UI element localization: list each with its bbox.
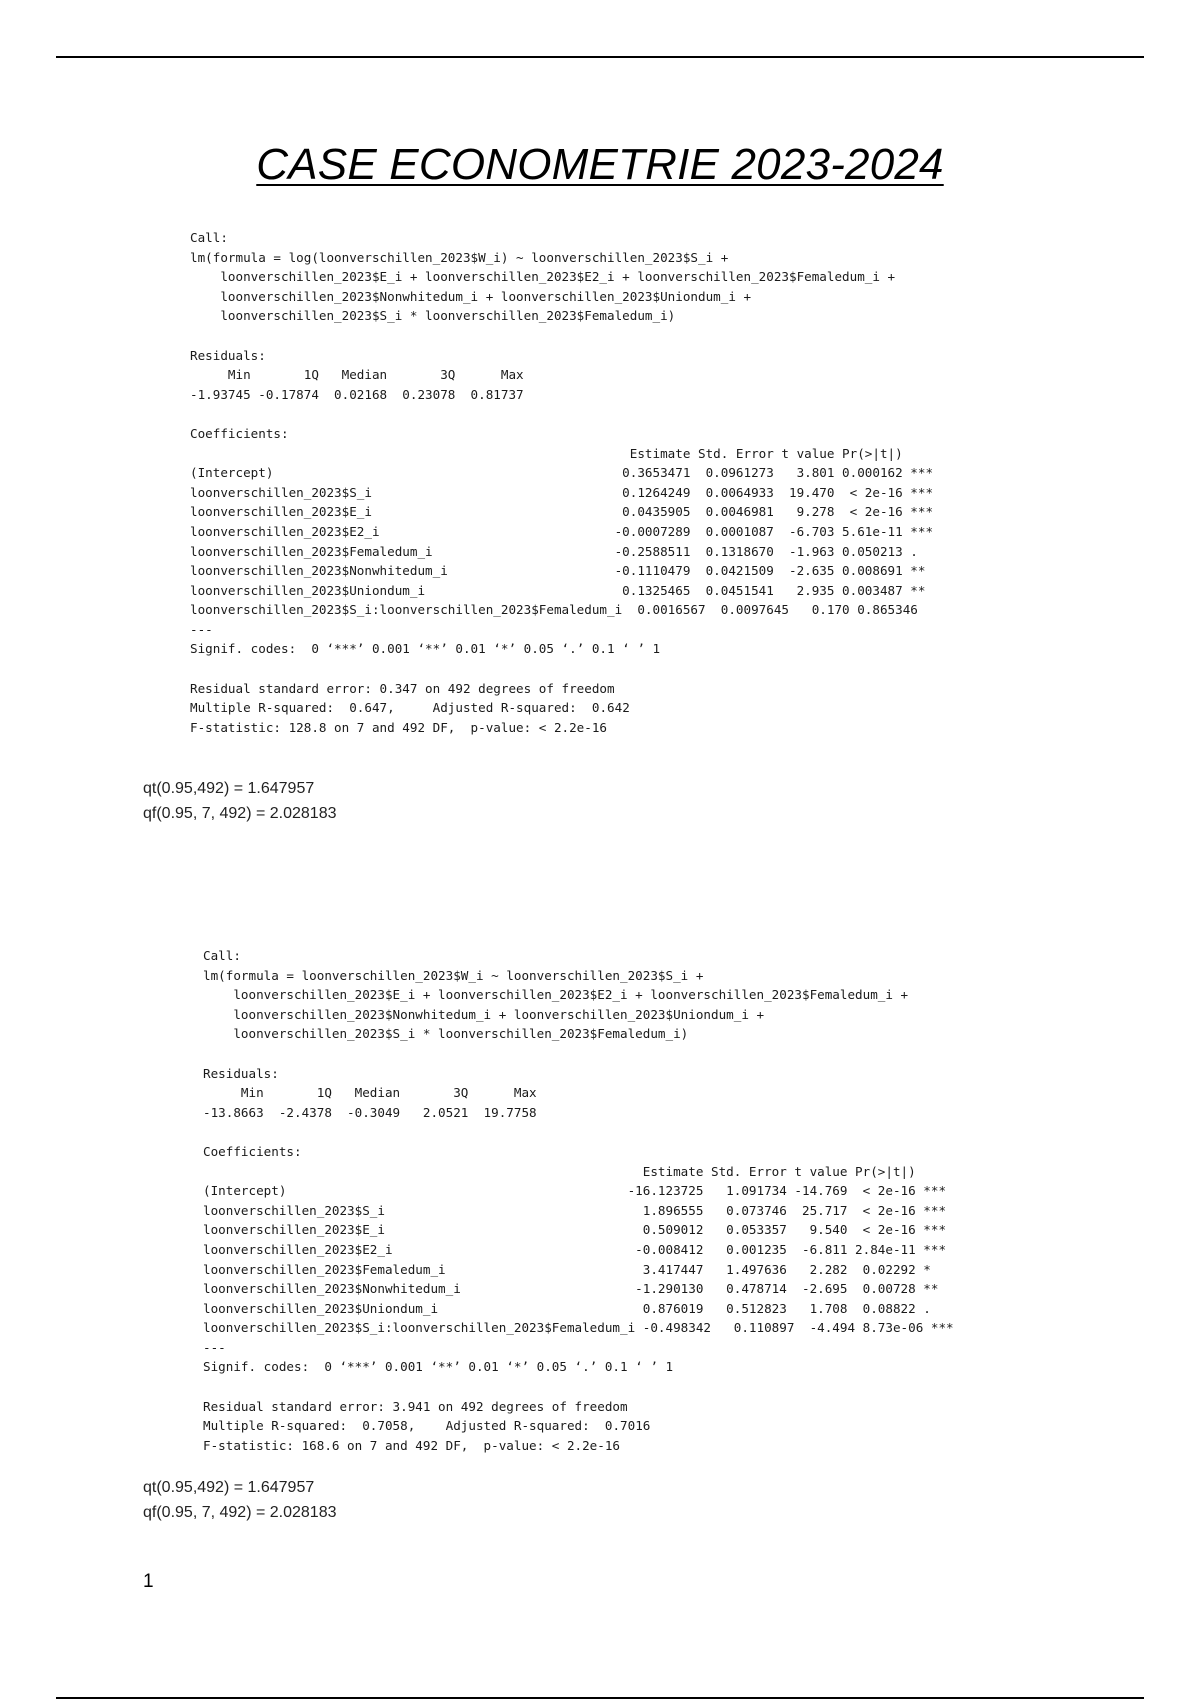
qf-critical-value-note: qf(0.95, 7, 492) = 2.028183 bbox=[143, 1504, 337, 1521]
qt-critical-value-note: qt(0.95,492) = 1.647957 bbox=[143, 780, 315, 797]
header-rule bbox=[56, 56, 1144, 58]
regression-output-wage: Call: lm(formula = loonverschillen_2023$W_i ~ loonverschillen_2023$S_i + loonverschillen_2023$E_i + loonverschillen_2023$E2_i + loonverschillen_2023$Femaledum_i + loonverschillen_2023$Nonwhitedum_i + loonverschillen_2023$Uniondum_i + loonverschillen_2023$S_i * loonverschillen_2023$Femaledum_i) Residuals: Min 1Q Median 3Q Max -13.8663 -2.4378 -0.3049 2.0521 19.7758 Coefficients: Estimate Std. Error t value Pr(>|t|) (Intercept) -16.123725 1.091734 -14.769 < 2e-16 *** loonverschillen_2023$S_i 1.896555 0.073746 25.717 < 2e-16 *** loonverschillen_2023$E_i 0.509012 0.053357 9.540 < 2e-16 *** loonverschillen_2023$E2_i -0.008412 0.001235 -6.811 2.84e-11 *** loonverschillen_2023$Femaledum_i 3.417447 1.497636 2.282 0.02292 * loonverschillen_2023$Nonwhitedum_i -1.290130 0.478714 -2.695 0.00728 ** loonverschillen_2023$Uniondum_i 0.876019 0.512823 1.708 0.08822 . loonverschillen_2023$S_i:loonverschillen_2023$Femaledum_i -0.498342 0.110897 -4.494 8.73e-06 *** --- Signif. codes: 0 ‘***’ 0.001 ‘**’ 0.01 ‘*’ 0.05 ‘.’ 0.1 ‘ ’ 1 Residual standard error: 3.941 on 492 degrees of freedom Multiple R-squared: 0.7058, Adjusted R-squared: 0.7016 F-statistic: 168.6 on 7 and 492 DF, p-value: < 2.2e-16 bbox=[203, 948, 954, 1453]
footer-rule bbox=[56, 1697, 1144, 1699]
qt-critical-value-note: qt(0.95,492) = 1.647957 bbox=[143, 1479, 315, 1496]
page-number: 1 bbox=[143, 1571, 154, 1592]
qf-critical-value-note: qf(0.95, 7, 492) = 2.028183 bbox=[143, 805, 337, 822]
regression-output-log-wage: Call: lm(formula = log(loonverschillen_2023$W_i) ~ loonverschillen_2023$S_i + loonverschillen_2023$E_i + loonverschillen_2023$E2_i + loonverschillen_2023$Femaledum_i + loonverschillen_2023$Nonwhitedum_i + loonverschillen_2023$Uniondum_i + loonverschillen_2023$S_i * loonverschillen_2023$Femaledum_i) Residuals: Min 1Q Median 3Q Max -1.93745 -0.17874 0.02168 0.23078 0.81737 Coefficients: Estimate Std. Error t value Pr(>|t|) (Intercept) 0.3653471 0.0961273 3.801 0.000162 *** loonverschillen_2023$S_i 0.1264249 0.0064933 19.470 < 2e-16 *** loonverschillen_2023$E_i 0.0435905 0.0046981 9.278 < 2e-16 *** loonverschillen_2023$E2_i -0.0007289 0.0001087 -6.703 5.61e-11 *** loonverschillen_2023$Femaledum_i -0.2588511 0.1318670 -1.963 0.050213 . loonverschillen_2023$Nonwhitedum_i -0.1110479 0.0421509 -2.635 0.008691 ** loonverschillen_2023$Uniondum_i 0.1325465 0.0451541 2.935 0.003487 ** loonverschillen_2023$S_i:loonverschillen_2023$Femaledum_i 0.0016567 0.0097645 0.170 0.865346 --- Signif. codes: 0 ‘***’ 0.001 ‘**’ 0.01 ‘*’ 0.05 ‘.’ 0.1 ‘ ’ 1 Residual standard error: 0.347 on 492 degrees of freedom Multiple R-squared: 0.647, Adjusted R-squared: 0.642 F-statistic: 128.8 on 7 and 492 DF, p-value: < 2.2e-16 bbox=[190, 230, 934, 735]
page-title: CASE ECONOMETRIE 2023-2024 bbox=[256, 140, 944, 189]
